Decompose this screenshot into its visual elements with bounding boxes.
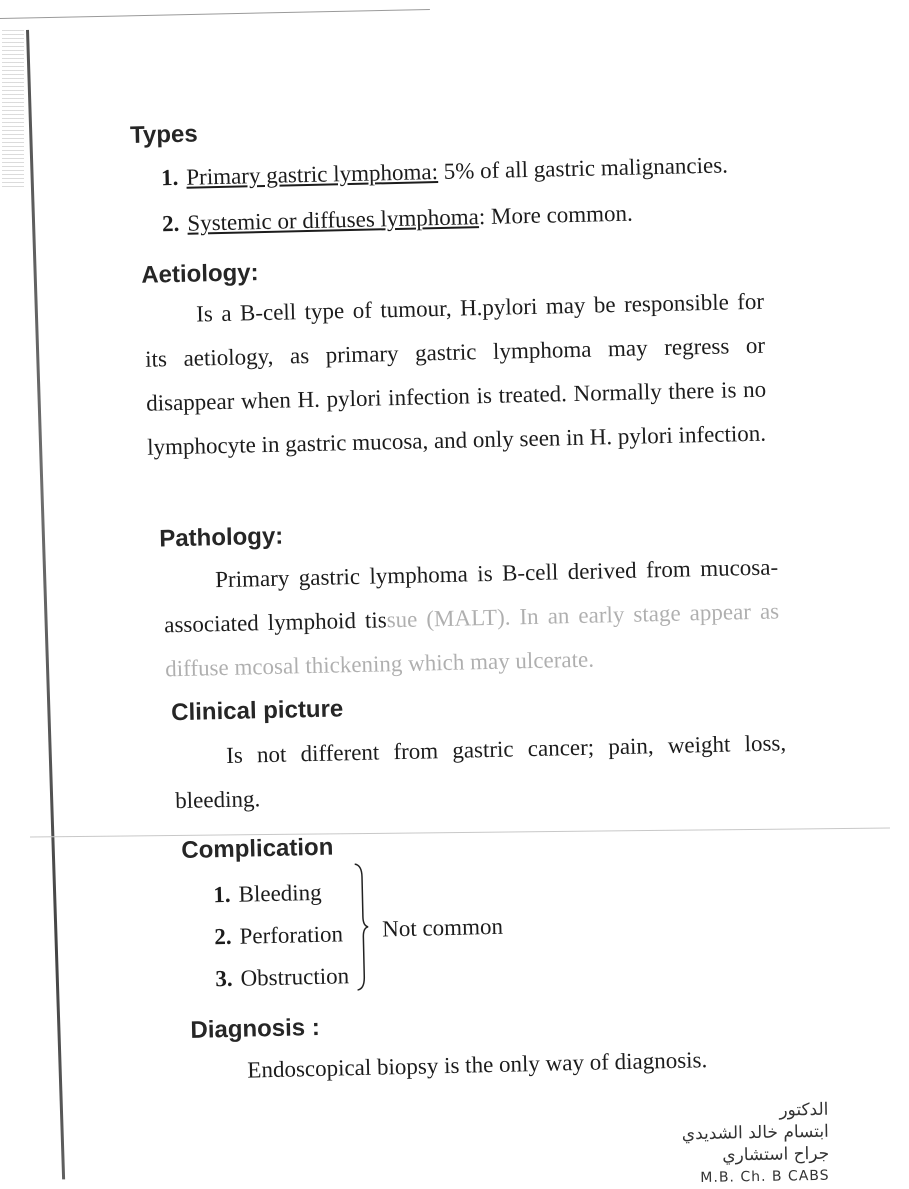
- right-brace-icon: [354, 863, 371, 991]
- complication-item-2: [214, 921, 343, 950]
- item-number: 3.: [214, 965, 233, 992]
- signature-role: جراح استشاري: [722, 1143, 830, 1166]
- item-number: 1.: [160, 164, 179, 191]
- item-text: : More common.: [478, 200, 634, 230]
- complication-item-1: [213, 880, 322, 908]
- signature-title: الدكتور: [779, 1099, 829, 1121]
- aetiology-paragraph: Is a B-cell type of tumour, H.pylori may be responsible for its aetiology, as primary gastric lymphoma may regress or disappear when H. pylori infection is treated. Normally there is no lymphocyte in gastric mucosa, and only seen in H. pylori infection.: [144, 288, 767, 460]
- clinical-paragraph: Is not different from gastric cancer; pain, weight loss, bleeding.: [174, 730, 787, 814]
- signature-name: ابتسام خالد الشديدي: [681, 1121, 829, 1145]
- pathology-text-faded: sue (MALT). In an early stage appear as diffuse mcosal thickening which may ulcerate.: [164, 598, 780, 682]
- diagnosis-heading: Diagnosis :: [190, 1013, 321, 1044]
- item-label: Obstruction: [240, 963, 350, 991]
- types-heading: Types: [129, 120, 199, 149]
- signature-degrees: M.B. Ch. B CABS: [700, 1167, 830, 1186]
- item-text: 5% of all gastric malignancies.: [437, 152, 729, 185]
- complication-note: Not common: [381, 913, 504, 942]
- item-number: 2.: [214, 923, 232, 950]
- types-item-1: [161, 152, 728, 191]
- clinical-heading: Clinical picture: [170, 695, 344, 727]
- pathology-paragraph: [163, 545, 781, 691]
- item-number: 1.: [213, 881, 231, 908]
- diagnosis-text: Endoscopical biopsy is the only way of diagnosis.: [247, 1047, 708, 1083]
- item-title: Systemic or diffuses lymphoma: [187, 204, 480, 236]
- item-title: Primary gastric lymphoma:: [186, 159, 439, 190]
- pathology-heading: Pathology:: [158, 522, 284, 553]
- item-label: Bleeding: [238, 879, 322, 907]
- types-item-2: [162, 201, 633, 238]
- item-label: Perforation: [239, 921, 344, 949]
- aetiology-heading: Aetiology:: [140, 259, 259, 289]
- item-number: 2.: [161, 210, 180, 237]
- complication-heading: Complication: [181, 833, 334, 865]
- signature-stamp: [681, 1099, 830, 1189]
- pathology-text-clear: Primary gastric lymphoma is B-cell derived from mucosa-associated lymphoid tis: [163, 554, 779, 638]
- complication-item-3: [215, 963, 349, 992]
